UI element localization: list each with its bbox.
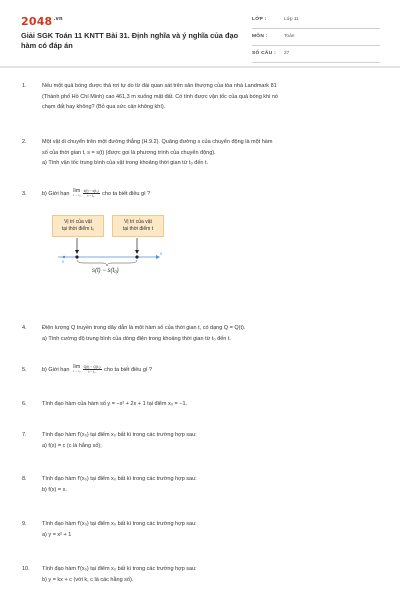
position-box-t: Vị trí của vật tại thời điểm t xyxy=(112,215,164,237)
motion-axis xyxy=(44,215,174,285)
question-number: 6. xyxy=(22,401,27,407)
question-number: 2. xyxy=(22,139,27,145)
meta-label: MÔN : xyxy=(252,34,268,39)
position-box-t0: Vị trí của vật tại thời điểm t₀ xyxy=(52,215,104,237)
question-list xyxy=(0,68,400,600)
question-text: a) y = x² + 1 xyxy=(42,531,72,538)
question-text: b) y = kx + c (với k, c là các hằng số). xyxy=(42,576,134,583)
meta-label: LỚP : xyxy=(252,17,267,22)
question-text: b) Giới hạn xyxy=(42,191,70,198)
question-text: Nếu một quả bóng được thả rơi tự do từ đài quan sát trên sân thượng của tòa nhà Landmark 81 xyxy=(42,83,277,89)
fraction: $\frac{\text{s(t) − s(t₀)}}{\text{t − t₀}}$ xyxy=(83,189,99,199)
origin-label: 0 xyxy=(62,259,65,264)
question-text: Tính đạo hàm f'(x₀) tại điểm x₀ bất kì trong các trường hợp sau: xyxy=(42,566,197,572)
question-number: 1. xyxy=(22,83,27,89)
question-text: Điện lượng Q truyền trong dây dẫn là một hàm số của thời gian t, có dạng Q = Q(t). xyxy=(42,325,246,331)
fraction: $\frac{\text{Q(t) − Q(t₀)}}{\text{t − t₀}}$ xyxy=(83,365,101,375)
logo-text: 2048 xyxy=(21,15,53,28)
header xyxy=(0,0,400,66)
meta-value: Lớp 11 xyxy=(284,17,299,22)
question-text: cho ta biết điều gì ? xyxy=(104,367,153,374)
document-title: Giải SGK Toán 11 KNTT Bài 31. Định nghĩa và ý nghĩa của đạo hàm có đáp án xyxy=(21,31,239,50)
question-text: a) Tính cường độ trung bình của dòng điện trong khoảng thời gian từ t₀ đến t. xyxy=(42,335,231,342)
question-text: b) Giới hạn xyxy=(42,367,70,374)
question-text: a) f(x) = c (c là hằng số); xyxy=(42,442,102,449)
question-number: 4. xyxy=(22,325,27,331)
axis-label: s xyxy=(160,251,163,256)
meta-row-count xyxy=(252,48,380,63)
question-text: (Thành phố Hồ Chí Minh) cao 461,3 m xuống mặt đất. Có tính được vận tốc của quả bóng khi nó xyxy=(42,93,278,100)
question-number: 3. xyxy=(22,191,27,197)
meta-value: Toán xyxy=(284,34,295,39)
displacement-label: s(t) − s(t₀) xyxy=(92,268,119,274)
question-text: Tính đạo hàm f'(x₀) tại điểm x₀ bất kì trong các trường hợp sau: xyxy=(42,432,197,438)
meta-value: 27 xyxy=(284,51,290,56)
question-text: Một vật di chuyển trên một đường thẳng (H.9.2). Quãng đường s của chuyển động là một hàm xyxy=(42,139,273,145)
question-number: 10. xyxy=(22,566,30,572)
site-logo[interactable] xyxy=(21,15,63,28)
question-number: 8. xyxy=(22,476,27,482)
question-number: 5. xyxy=(22,367,27,373)
limit-expression: lim t → t₀ xyxy=(72,188,81,198)
meta-row-subject xyxy=(252,31,380,46)
question-text: Tính đạo hàm của hàm số y = −x² + 2x + 1 tại điểm x₀ = −1. xyxy=(42,401,188,407)
question-number: 7. xyxy=(22,432,27,438)
question-text: a) Tính vận tốc trung bình của vật trong khoảng thời gian từ t₀ đến t. xyxy=(42,160,209,167)
question-text: cho ta biết điều gì ? xyxy=(102,191,151,198)
motion-diagram xyxy=(44,215,174,285)
question-text: b) f(x) = x. xyxy=(42,486,67,493)
meta-label: SỐ CÂU : xyxy=(252,51,276,56)
meta-row-class xyxy=(252,14,380,29)
question-text: chạm đất hay không? (Bỏ qua sức cản không khí). xyxy=(42,104,166,111)
limit-expression: lim t → t₀ xyxy=(72,364,81,374)
question-text: số của thời gian t, s = s(t) (được gọi là phương trình của chuyển động). xyxy=(42,149,216,156)
logo-suffix: .vn xyxy=(53,16,63,23)
question-text: Tính đạo hàm f'(x₀) tại điểm x₀ bất kì trong các trường hợp sau: xyxy=(42,476,197,482)
meta-panel xyxy=(252,14,380,65)
question-number: 9. xyxy=(22,521,27,527)
question-text: Tính đạo hàm f'(x₀) tại điểm x₀ bất kì trong các trường hợp sau: xyxy=(42,521,197,527)
